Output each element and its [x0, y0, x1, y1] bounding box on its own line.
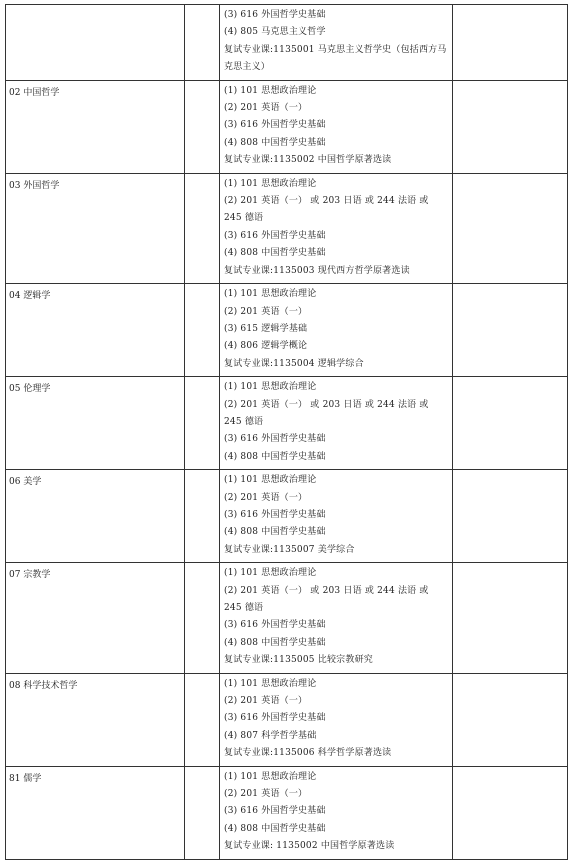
- exam-subject-line: (3) 616 外国哲学史基础: [224, 620, 326, 631]
- major-direction-cell: [6, 563, 185, 673]
- exam-subject-line: (1) 101 思想政治理论: [224, 178, 317, 189]
- exam-subject-line: (2) 201 英语（一）: [224, 492, 308, 503]
- remarks-cell: [453, 173, 568, 283]
- exam-subject-line: (2) 201 英语（一） 或 203 日语 或 244 法语 或 245 德语: [224, 585, 429, 613]
- exam-subjects-cell: [220, 284, 453, 377]
- major-direction-name: 02 中国哲学: [9, 87, 60, 98]
- table-row: [6, 470, 568, 563]
- exam-subject-line: 复试专业课:1135002 中国哲学原著选读: [224, 155, 392, 166]
- major-direction-cell: [6, 173, 185, 283]
- exam-subjects-cell: [220, 766, 453, 859]
- exam-subject-line: (1) 101 思想政治理论: [224, 475, 317, 486]
- remarks-cell: [453, 377, 568, 470]
- exam-subject-line: (4) 808 中国哲学史基础: [224, 451, 326, 462]
- empty-cell: [185, 673, 220, 766]
- exam-subject-line: (4) 808 中国哲学史基础: [224, 823, 326, 834]
- table-row: [6, 766, 568, 859]
- empty-cell: [185, 470, 220, 563]
- major-direction-cell: [6, 470, 185, 563]
- exam-subjects-table: [5, 4, 568, 860]
- major-direction-cell: [6, 673, 185, 766]
- major-direction-name: 81 儒学: [9, 773, 42, 784]
- exam-subject-line: (2) 201 英语（一） 或 203 日语 或 244 法语 或 245 德语: [224, 196, 429, 224]
- exam-subjects-cell: [220, 563, 453, 673]
- remarks-cell: [453, 766, 568, 859]
- exam-subjects-cell: [220, 5, 453, 81]
- remarks-cell: [453, 284, 568, 377]
- exam-subject-line: (4) 808 中国哲学史基础: [224, 248, 326, 259]
- exam-subject-line: (4) 808 中国哲学史基础: [224, 137, 326, 148]
- exam-subject-line: 复试专业课: 1135002 中国哲学原著选读: [224, 841, 395, 852]
- exam-subject-line: (3) 616 外国哲学史基础: [224, 230, 326, 241]
- table-row: [6, 563, 568, 673]
- exam-subject-line: (4) 806 逻辑学概论: [224, 341, 308, 352]
- exam-subjects-cell: [220, 673, 453, 766]
- major-direction-cell: [6, 377, 185, 470]
- major-direction-name: 03 外国哲学: [9, 180, 60, 191]
- exam-subject-line: 复试专业课:1135001 马克思主义哲学史（包括西方马克思主义）: [224, 44, 447, 73]
- exam-subject-line: (3) 615 逻辑学基础: [224, 323, 308, 334]
- table-row: [6, 5, 568, 81]
- exam-subject-line: (4) 808 中国哲学史基础: [224, 637, 326, 648]
- remarks-cell: [453, 563, 568, 673]
- major-direction-cell: [6, 284, 185, 377]
- exam-subject-line: (1) 101 思想政治理论: [224, 85, 317, 96]
- table-row: [6, 377, 568, 470]
- empty-cell: [185, 563, 220, 673]
- major-direction-name: 05 伦理学: [9, 384, 51, 395]
- exam-subject-line: (3) 616 外国哲学史基础: [224, 434, 326, 445]
- exam-subject-line: (1) 101 思想政治理论: [224, 771, 317, 782]
- empty-cell: [185, 173, 220, 283]
- remarks-cell: [453, 470, 568, 563]
- major-direction-cell: [6, 5, 185, 81]
- exam-subjects-cell: [220, 377, 453, 470]
- exam-subject-line: (2) 201 英语（一）: [224, 103, 308, 114]
- exam-subject-line: (3) 616 外国哲学史基础: [224, 509, 326, 520]
- empty-cell: [185, 80, 220, 173]
- table-row: [6, 284, 568, 377]
- empty-cell: [185, 766, 220, 859]
- major-direction-name: 06 美学: [9, 477, 42, 488]
- major-direction-name: 07 宗教学: [9, 570, 51, 581]
- major-direction-cell: [6, 80, 185, 173]
- exam-subject-line: 复试专业课:1135005 比较宗教研究: [224, 655, 373, 666]
- exam-subject-line: (3) 616 外国哲学史基础: [224, 10, 326, 20]
- exam-subjects-cell: [220, 173, 453, 283]
- exam-subject-line: (3) 616 外国哲学史基础: [224, 120, 326, 131]
- exam-subject-line: 复试专业课:1135003 现代西方哲学原著选读: [224, 265, 410, 276]
- major-direction-name: 08 科学技术哲学: [9, 680, 78, 691]
- exam-subject-line: (1) 101 思想政治理论: [224, 568, 317, 579]
- exam-subject-line: (2) 201 英语（一）: [224, 696, 308, 707]
- exam-subjects-cell: [220, 470, 453, 563]
- exam-subject-line: (3) 616 外国哲学史基础: [224, 806, 326, 817]
- table-row: [6, 173, 568, 283]
- table-row: [6, 80, 568, 173]
- exam-subject-line: (4) 808 中国哲学史基础: [224, 527, 326, 538]
- empty-cell: [185, 377, 220, 470]
- exam-subject-line: (4) 805 马克思主义哲学: [224, 27, 326, 38]
- exam-subject-line: 复试专业课:1135007 美学综合: [224, 544, 355, 555]
- empty-cell: [185, 5, 220, 81]
- exam-subject-line: (4) 807 科学哲学基础: [224, 730, 317, 741]
- exam-subject-line: (1) 101 思想政治理论: [224, 382, 317, 393]
- major-direction-name: 04 逻辑学: [9, 291, 51, 302]
- major-direction-cell: [6, 766, 185, 859]
- remarks-cell: [453, 80, 568, 173]
- exam-subject-line: (2) 201 英语（一）: [224, 789, 308, 800]
- exam-subjects-cell: [220, 80, 453, 173]
- exam-subject-line: (1) 101 思想政治理论: [224, 678, 317, 689]
- exam-subject-line: (1) 101 思想政治理论: [224, 289, 317, 300]
- remarks-cell: [453, 673, 568, 766]
- exam-subject-line: 复试专业课:1135006 科学哲学原著选读: [224, 748, 392, 759]
- table-row: [6, 673, 568, 766]
- exam-subject-line: (2) 201 英语（一） 或 203 日语 或 244 法语 或 245 德语: [224, 399, 429, 427]
- empty-cell: [185, 284, 220, 377]
- exam-subject-line: 复试专业课:1135004 逻辑学综合: [224, 358, 364, 369]
- exam-subject-line: (3) 616 外国哲学史基础: [224, 713, 326, 724]
- exam-subject-line: (2) 201 英语（一）: [224, 306, 308, 317]
- remarks-cell: [453, 5, 568, 81]
